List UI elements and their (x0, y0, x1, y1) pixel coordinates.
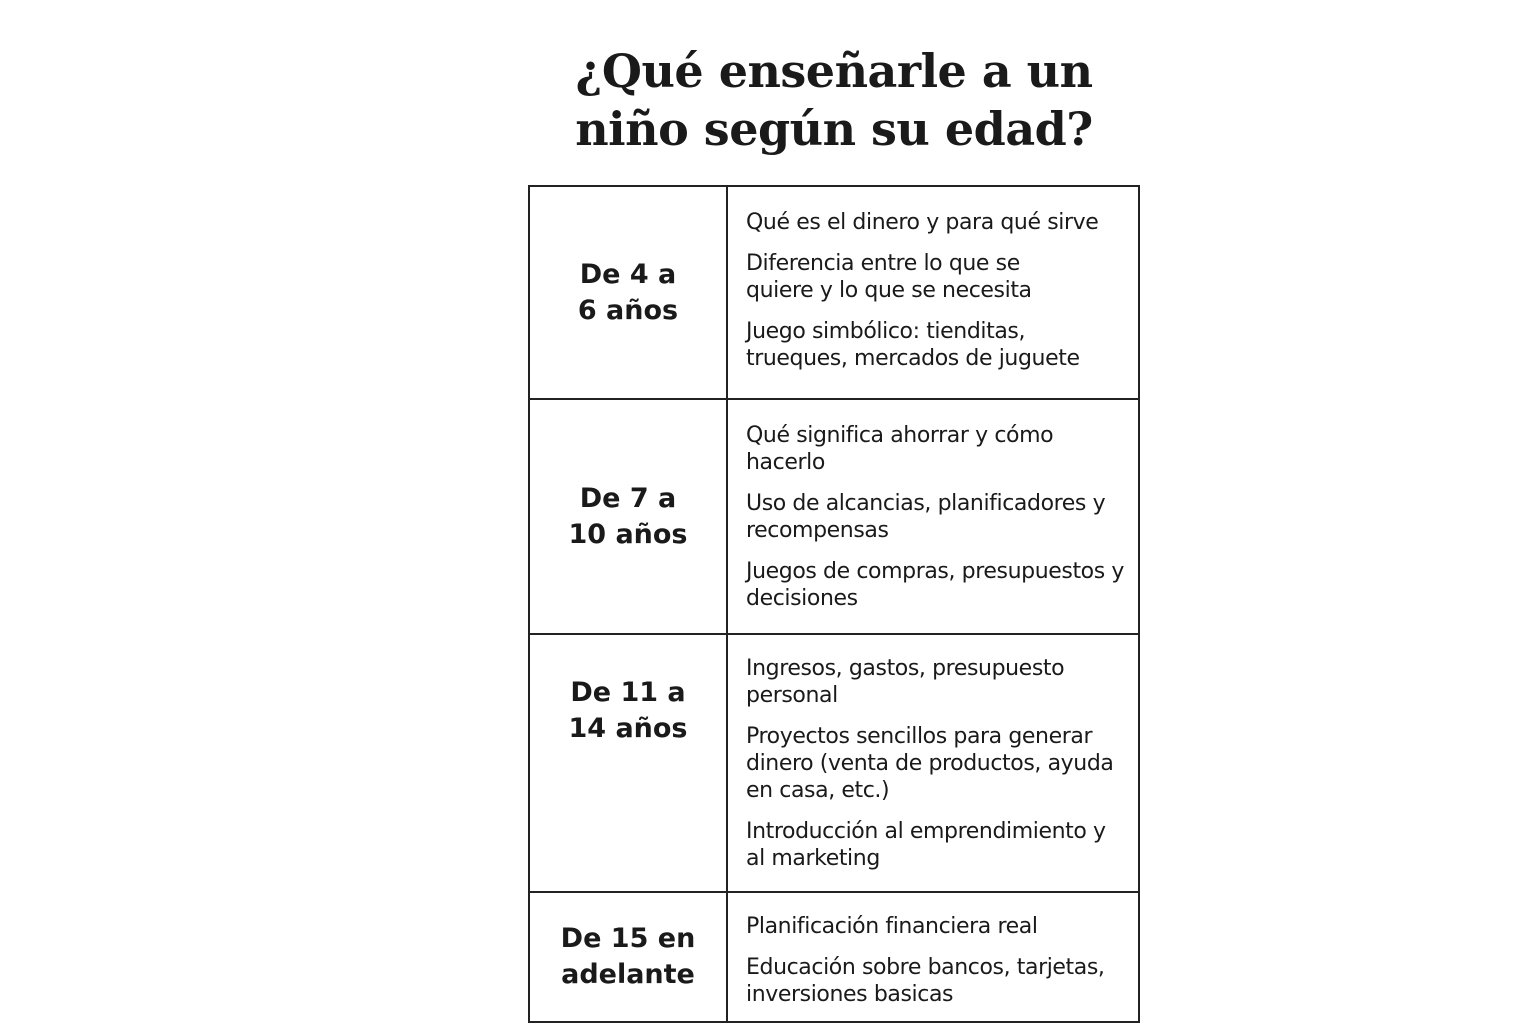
age-label-line-1: De 11 a (570, 677, 686, 708)
topic-item: Educación sobre bancos, tarjetas, inversiones basicas (746, 955, 1105, 1007)
topic-item: Juegos de compras, presupuestos y decisiones (746, 559, 1124, 611)
topic-item: Planificación financiera real (746, 914, 1038, 939)
title-line-1: ¿Qué enseñarle a un (575, 44, 1093, 98)
table-row-age-11-14 (530, 633, 1138, 891)
topics-cell (728, 187, 1138, 398)
age-cell (530, 635, 728, 891)
topic-item: Introducción al emprendimiento y al marketing (746, 819, 1106, 871)
topics-cell (728, 400, 1151, 633)
topic-item: Qué es el dinero y para qué sirve (746, 210, 1099, 235)
age-cell (530, 187, 728, 398)
topic-item: Juego simbólico: tienditas, trueques, mercados de juguete (746, 319, 1080, 371)
age-label-line-2: adelante (561, 959, 695, 990)
age-label-line-2: 6 años (577, 294, 679, 326)
topic-item: Diferencia entre lo que se quiere y lo que se necesita (746, 251, 1032, 303)
age-label-line-1: De 15 en (560, 923, 696, 954)
page-title (528, 42, 1140, 158)
topic-item: Uso de alcancias, planificadores y recompensas (746, 491, 1106, 543)
age-label-line-2: 10 años (568, 518, 688, 550)
age-label-line-2: 14 años (568, 713, 688, 744)
title-line-2: niño según su edad? (575, 102, 1093, 156)
table-row-age-7-10 (530, 398, 1138, 633)
topics-cell (728, 893, 1141, 1021)
age-topics-table (528, 185, 1140, 1023)
topic-item: Proyectos sencillos para generar dinero (venta de productos, ayuda en casa, etc.) (746, 724, 1114, 803)
table-row-age-15-plus (530, 891, 1138, 1021)
topic-item: Qué significa ahorrar y cómo hacerlo (746, 423, 1054, 475)
topics-cell (728, 635, 1138, 891)
age-cell (530, 893, 728, 1021)
table-row-age-4-6 (530, 187, 1138, 398)
topic-item: Ingresos, gastos, presupuesto personal (746, 656, 1065, 708)
age-cell (530, 400, 728, 633)
age-label-line-1: De 7 a (579, 482, 677, 514)
age-label-line-1: De 4 a (579, 258, 677, 290)
